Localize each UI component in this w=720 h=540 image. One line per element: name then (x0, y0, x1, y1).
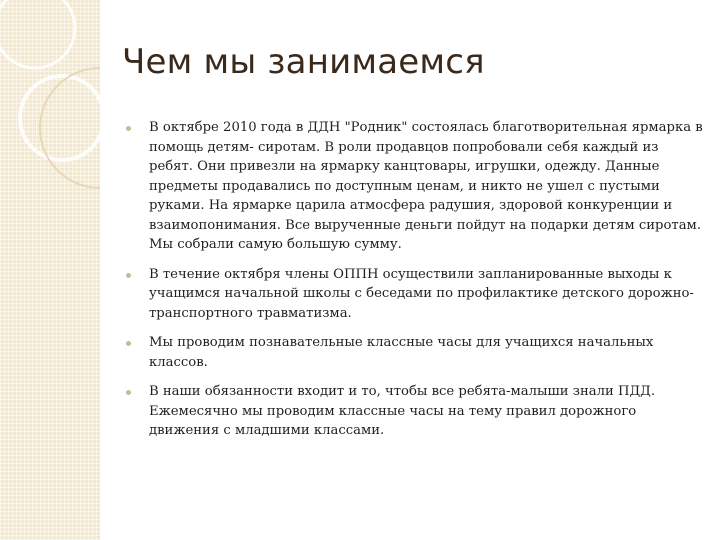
bullet-list (124, 118, 704, 451)
decorative-circles-icon (0, 0, 100, 540)
bullet-text: В наши обязанности входит и то, чтобы все ребята-малыши знали ПДД. Ежемесячно мы проводим классные часы на тему правил дорожного движения с младшими классами. (149, 384, 656, 438)
bullet-item (124, 333, 704, 372)
bullet-dot-icon (126, 341, 131, 346)
bullet-dot-icon (126, 390, 131, 395)
decorative-side-band (0, 0, 100, 540)
bullet-text: В течение октября члены ОППН осуществили запланированные выходы к учащимся начальной школы с беседами по профилактике детского дорожно-транспортного травматизма. (149, 266, 694, 321)
bullet-item (124, 118, 704, 255)
bullet-dot-icon (126, 273, 131, 278)
slide-content (100, 0, 720, 540)
bullet-text: В октябре 2010 года в ДДН "Родник" состоялась благотворительная ярмарка в помощь детям- сиротам. В роли продавцов попробовали себя каждый из ребят. Они привезли на ярмарку канцтовары, игрушки, одежду. Данные предметы продавались по доступным ценам, и никто не ушел с пустыми руками. На ярмарке царила атмосфера радушия, здоровой конкуренции и взаимопонимания. Все вырученные деньги пойдут на подарки детям сиротам. Мы собрали самую большую сумму. (149, 120, 703, 252)
slide-title: Чем мы занимаемся (122, 42, 485, 82)
bullet-text: Мы проводим познавательные классные часы для учащихся начальных классов. (149, 335, 654, 370)
bullet-item (124, 382, 704, 441)
bullet-item (124, 265, 704, 324)
bullet-dot-icon (126, 126, 131, 131)
